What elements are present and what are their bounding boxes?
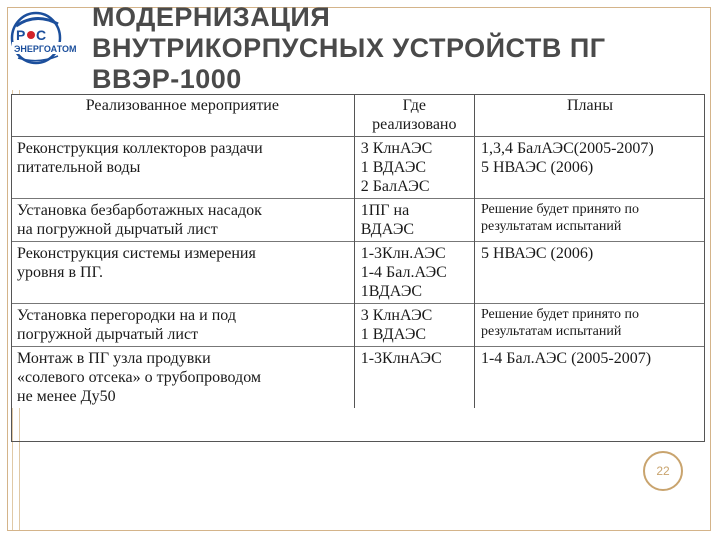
plans-cell: 5 НВАЭС (2006)	[474, 242, 705, 304]
title-line: ВНУТРИКОРПУСНЫХ УСТРОЙСТВ ПГ	[92, 33, 606, 63]
where-cell: 1-3Клн.АЭС 1-4 Бал.АЭС 1ВДАЭС	[354, 242, 474, 304]
measures-table	[11, 94, 705, 408]
svg-text:ЭНЕРГОАТОМ: ЭНЕРГОАТОМ	[14, 44, 77, 54]
column-header-where: Где реализовано	[354, 94, 474, 137]
table-row	[11, 242, 705, 304]
table-row	[11, 199, 705, 242]
where-cell: 3 КлнАЭС 1 ВДАЭС	[354, 304, 474, 347]
measure-cell: Установка безбарботажных насадок на погружной дырчатый лист	[11, 199, 354, 242]
svg-text:С: С	[36, 27, 47, 43]
table-header-row	[11, 94, 705, 137]
measure-cell: Реконструкция системы измерения уровня в ПГ.	[11, 242, 354, 304]
table-row	[11, 347, 705, 409]
rosenergoatom-logo	[8, 8, 78, 66]
svg-text:Р: Р	[16, 27, 26, 43]
page-title	[92, 2, 712, 94]
column-header-measure: Реализованное мероприятие	[11, 94, 354, 137]
column-header-plans: Планы	[474, 94, 705, 137]
measure-cell: Монтаж в ПГ узла продувки «солевого отсека» о трубопроводом не менее Ду50	[11, 347, 354, 409]
measure-cell: Установка перегородки на и под погружной дырчатый лист	[11, 304, 354, 347]
table-row	[11, 304, 705, 347]
title-line: ВВЭР-1000	[92, 64, 242, 94]
where-cell: 1-3КлнАЭС	[354, 347, 474, 409]
where-cell: 1ПГ на ВДАЭС	[354, 199, 474, 242]
title-line: МОДЕРНИЗАЦИЯ	[92, 2, 331, 32]
plans-cell: Решение будет принято по результатам испытаний	[474, 304, 705, 347]
page-number: 22	[656, 464, 670, 478]
measure-cell: Реконструкция коллекторов раздачи питательной воды	[17, 140, 263, 176]
plans-cell: 1,3,4 БалАЭС(2005-2007) 5 НВАЭС (2006)	[480, 140, 654, 176]
page-number-badge	[643, 451, 683, 491]
table-row	[11, 137, 705, 199]
plans-cell: Решение будет принято по результатам испытаний	[474, 199, 705, 242]
where-cell: 3 КлнАЭС 1 ВДАЭС 2 БалАЭС	[354, 137, 474, 199]
plans-cell: 1-4 Бал.АЭС (2005-2007)	[474, 347, 705, 409]
